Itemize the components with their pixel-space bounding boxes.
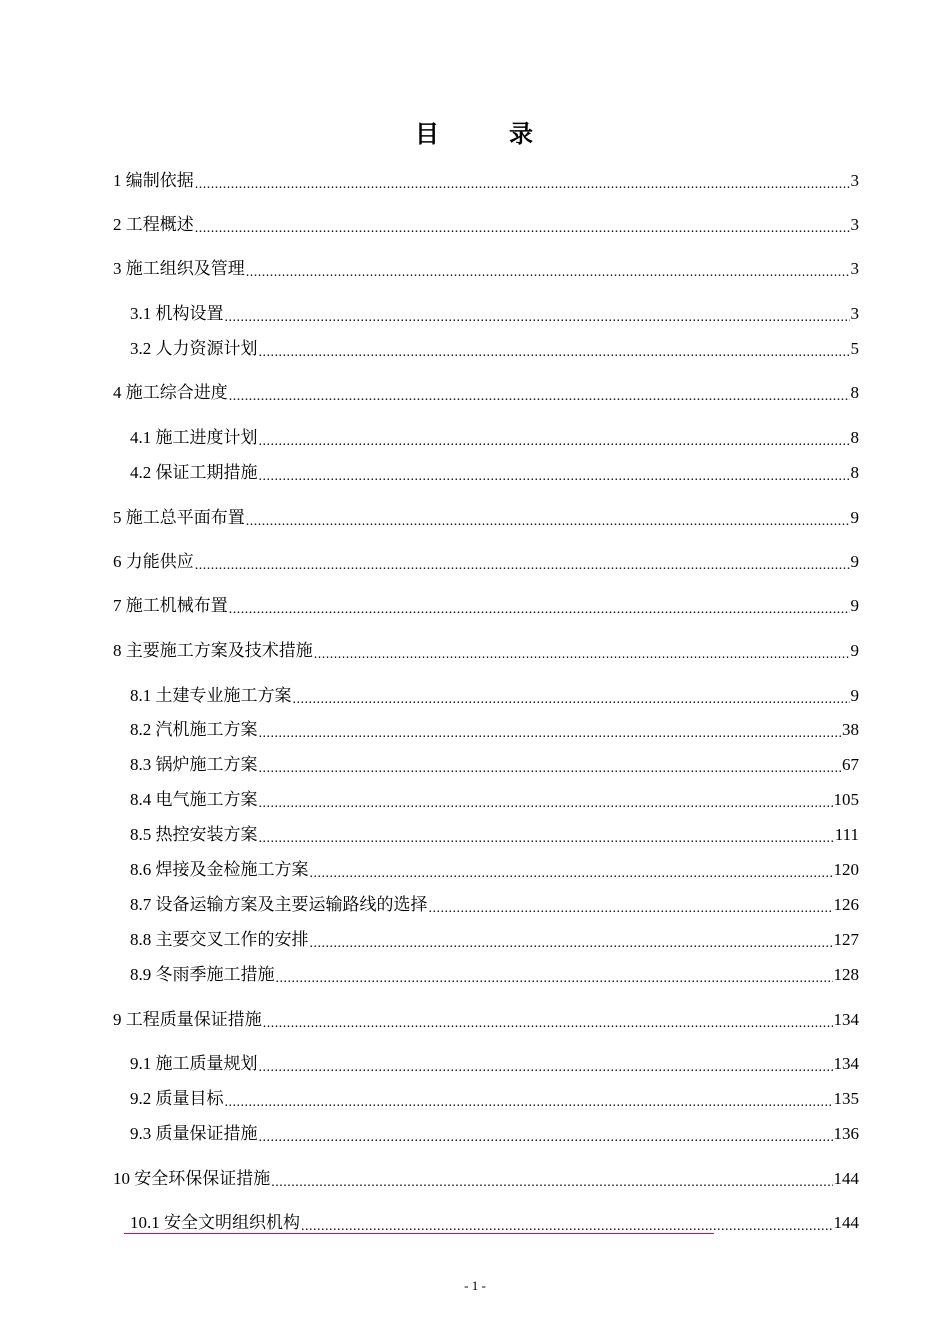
toc-leader-dots bbox=[229, 595, 850, 617]
toc-entry[interactable] bbox=[113, 1009, 859, 1031]
toc-entry-page: 3 bbox=[850, 171, 859, 190]
toc-leader-dots bbox=[246, 258, 850, 280]
toc-entry-page: 144 bbox=[833, 1213, 859, 1232]
toc-entry[interactable] bbox=[130, 338, 859, 360]
toc-leader-dots bbox=[259, 427, 850, 449]
toc-entry[interactable] bbox=[130, 824, 859, 846]
toc-entry-page: 136 bbox=[833, 1124, 859, 1143]
toc-leader-dots bbox=[301, 1212, 833, 1234]
toc-leader-dots bbox=[276, 964, 833, 986]
toc-entry-page: 3 bbox=[850, 304, 859, 323]
toc-leader-dots bbox=[259, 338, 850, 360]
toc-entry-page: 111 bbox=[834, 825, 859, 844]
toc-entry-label: 10.1 安全文明组织机构 bbox=[130, 1213, 300, 1232]
toc-entry-page: 9 bbox=[850, 552, 859, 571]
toc-entry-label: 4.1 施工进度计划 bbox=[130, 428, 258, 447]
underline-mark bbox=[124, 1233, 714, 1234]
toc-entry-label: 4 施工综合进度 bbox=[113, 383, 228, 402]
toc-entry-page: 134 bbox=[833, 1054, 859, 1073]
toc-entry-page: 135 bbox=[833, 1089, 859, 1108]
toc-entry[interactable] bbox=[113, 595, 859, 617]
toc-entry-label: 9.3 质量保证措施 bbox=[130, 1124, 258, 1143]
toc-entry-label: 2 工程概述 bbox=[113, 215, 194, 234]
toc-entry-page: 5 bbox=[850, 339, 859, 358]
toc-entry-label: 8.3 锅炉施工方案 bbox=[130, 755, 258, 774]
toc-entry-label: 9 工程质量保证措施 bbox=[113, 1010, 262, 1029]
toc-entry-page: 8 bbox=[850, 463, 859, 482]
toc-entry[interactable] bbox=[130, 1053, 859, 1075]
toc-entry[interactable] bbox=[130, 929, 859, 951]
toc-entry[interactable] bbox=[130, 1212, 859, 1234]
toc-entry-page: 67 bbox=[842, 755, 859, 774]
toc-leader-dots bbox=[225, 303, 850, 325]
toc-entry-label: 9.2 质量目标 bbox=[130, 1089, 224, 1108]
toc-entry[interactable] bbox=[130, 303, 859, 325]
toc-leader-dots bbox=[259, 1053, 833, 1075]
toc-entry-label: 6 力能供应 bbox=[113, 552, 194, 571]
toc-entry-label: 8.7 设备运输方案及主要运输路线的选择 bbox=[130, 895, 428, 914]
toc-entry[interactable] bbox=[113, 507, 859, 529]
toc-leader-dots bbox=[310, 859, 833, 881]
toc-entry[interactable] bbox=[113, 258, 859, 280]
toc-leader-dots bbox=[259, 824, 834, 846]
toc-entry[interactable] bbox=[130, 964, 859, 986]
toc-entry[interactable] bbox=[130, 427, 859, 449]
toc-entry[interactable] bbox=[113, 214, 859, 236]
toc-leader-dots bbox=[271, 1168, 832, 1190]
toc-entry-label: 8.2 汽机施工方案 bbox=[130, 720, 258, 739]
toc-leader-dots bbox=[246, 507, 850, 529]
toc-entry-page: 127 bbox=[833, 930, 859, 949]
toc-entry-page: 128 bbox=[833, 965, 859, 984]
toc-entry-page: 9 bbox=[850, 641, 859, 660]
toc-entry[interactable] bbox=[130, 894, 859, 916]
toc-entry-label: 3 施工组织及管理 bbox=[113, 259, 245, 278]
toc-entry-label: 8 主要施工方案及技术措施 bbox=[113, 641, 313, 660]
toc-entry[interactable] bbox=[130, 1088, 859, 1110]
toc-entry-page: 9 bbox=[850, 686, 859, 705]
toc-entry-label: 8.4 电气施工方案 bbox=[130, 790, 258, 809]
toc-entry[interactable] bbox=[130, 462, 859, 484]
toc-entry-page: 8 bbox=[850, 428, 859, 447]
toc-entry-label: 3.1 机构设置 bbox=[130, 304, 224, 323]
toc-entry[interactable] bbox=[113, 170, 859, 192]
toc-leader-dots bbox=[195, 551, 850, 573]
toc-entry[interactable] bbox=[113, 551, 859, 573]
toc-entry-page: 120 bbox=[833, 860, 859, 879]
toc-entry[interactable] bbox=[130, 789, 859, 811]
toc-entry-label: 7 施工机械布置 bbox=[113, 596, 228, 615]
toc-entry[interactable] bbox=[113, 1168, 859, 1190]
page-title bbox=[0, 114, 950, 149]
toc-leader-dots bbox=[259, 789, 833, 811]
toc-entry-page: 144 bbox=[833, 1169, 859, 1188]
toc-entry-page: 9 bbox=[850, 508, 859, 527]
toc-entry-page: 8 bbox=[850, 383, 859, 402]
toc-entry-label: 3.2 人力资源计划 bbox=[130, 339, 258, 358]
toc-entry-label: 9.1 施工质量规划 bbox=[130, 1054, 258, 1073]
toc-entry-page: 134 bbox=[833, 1010, 859, 1029]
toc-entry-label: 8.1 土建专业施工方案 bbox=[130, 686, 292, 705]
title-char-2: 录 bbox=[509, 120, 535, 148]
toc-entry-page: 3 bbox=[850, 215, 859, 234]
toc-entry-label: 8.6 焊接及金检施工方案 bbox=[130, 860, 309, 879]
toc-leader-dots bbox=[314, 640, 850, 662]
toc-entry-page: 105 bbox=[833, 790, 859, 809]
toc-entry-page: 3 bbox=[850, 259, 859, 278]
toc-entry-page: 126 bbox=[833, 895, 859, 914]
toc-leader-dots bbox=[259, 754, 842, 776]
toc-entry-label: 8.9 冬雨季施工措施 bbox=[130, 965, 275, 984]
toc-entry[interactable] bbox=[130, 859, 859, 881]
toc-entry[interactable] bbox=[130, 1123, 859, 1145]
toc-leader-dots bbox=[310, 929, 833, 951]
toc-leader-dots bbox=[293, 685, 850, 707]
toc-leader-dots bbox=[429, 894, 833, 916]
toc-entry[interactable] bbox=[113, 640, 859, 662]
title-char-1: 目 bbox=[415, 120, 441, 148]
toc-entry[interactable] bbox=[113, 382, 859, 404]
page-number-footer: - 1 - bbox=[464, 1278, 486, 1293]
toc-entry[interactable] bbox=[130, 719, 859, 741]
toc-leader-dots bbox=[229, 382, 850, 404]
toc-leader-dots bbox=[259, 1123, 833, 1145]
toc-entry-label: 4.2 保证工期措施 bbox=[130, 463, 258, 482]
toc-entry[interactable] bbox=[130, 754, 859, 776]
toc-entry[interactable] bbox=[130, 685, 859, 707]
toc-entry-label: 8.8 主要交叉工作的安排 bbox=[130, 930, 309, 949]
toc-leader-dots bbox=[259, 462, 850, 484]
toc-leader-dots bbox=[259, 719, 842, 741]
toc-leader-dots bbox=[263, 1009, 833, 1031]
toc-entry-label: 5 施工总平面布置 bbox=[113, 508, 245, 527]
toc-entry-label: 10 安全环保保证措施 bbox=[113, 1169, 271, 1188]
toc-entry-label: 1 编制依据 bbox=[113, 171, 194, 190]
toc-leader-dots bbox=[195, 214, 850, 236]
toc-leader-dots bbox=[195, 170, 850, 192]
toc-leader-dots bbox=[225, 1088, 833, 1110]
toc-entry-page: 38 bbox=[842, 720, 859, 739]
toc-entry-label: 8.5 热控安装方案 bbox=[130, 825, 258, 844]
toc-entry-page: 9 bbox=[850, 596, 859, 615]
